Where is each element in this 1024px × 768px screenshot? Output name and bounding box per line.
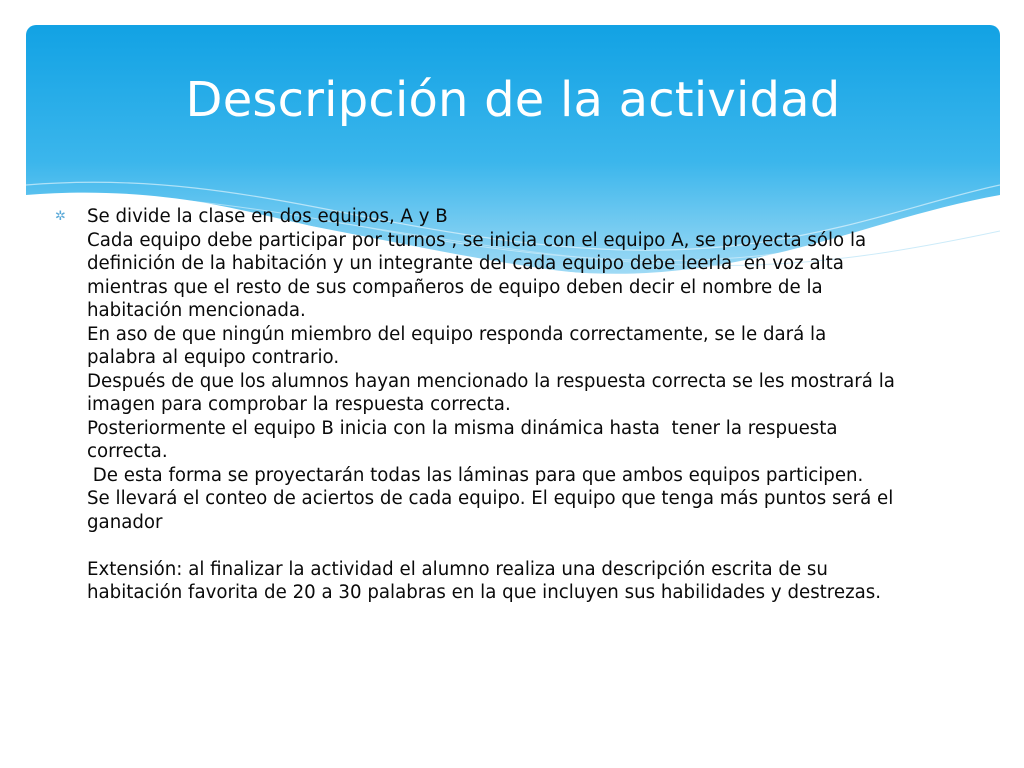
bullet-item — [54, 205, 989, 605]
paragraph-line: Extensión: al finalizar la actividad el alumno realiza una descripción escrita de su — [87, 558, 828, 580]
paragraph-line: correcta. — [87, 441, 168, 462]
paragraph-line: mientras que el resto de sus compañeros de equipo deben decir el nombre de la — [87, 276, 823, 298]
paragraph-line: palabra al equipo contrario. — [87, 347, 340, 368]
paragraph-line — [87, 534, 989, 558]
paragraph-line: Se divide la clase en dos equipos, A y B — [87, 206, 448, 227]
bullet-text — [87, 205, 989, 605]
paragraph-line: definición de la habitación y un integrante del cada equipo debe leerla en voz alta — [87, 253, 844, 274]
paragraph-line: habitación favorita de 20 a 30 palabras en la que incluyen sus habilidades y destrezas. — [87, 582, 882, 603]
asterisk-bullet-icon: ✲ — [55, 209, 66, 224]
paragraph-line: Posteriormente el equipo B inicia con la misma dinámica hasta tener la respuesta — [87, 417, 838, 439]
paragraph-line: imagen para comprobar la respuesta correcta. — [87, 394, 511, 415]
paragraph-line: Después de que los alumnos hayan mencionado la respuesta correcta se les mostrará la — [87, 370, 895, 392]
paragraph-line: De esta forma se proyectarán todas las láminas para que ambos equipos participen. — [87, 464, 864, 486]
slide-title: Descripción de la actividad — [185, 72, 841, 128]
paragraph-line: ganador — [87, 511, 163, 533]
paragraph-line: Cada equipo debe participar por turnos , se inicia con el equipo A, se proyecta sólo la — [87, 229, 867, 251]
paragraph-line: habitación mencionada. — [87, 300, 306, 321]
slide-body — [54, 205, 989, 605]
paragraph-line: Se llevará el conteo de aciertos de cada equipo. El equipo que tenga más puntos será el — [87, 488, 894, 509]
paragraph-line: En aso de que ningún miembro del equipo responda correctamente, se le dará la — [87, 323, 827, 345]
